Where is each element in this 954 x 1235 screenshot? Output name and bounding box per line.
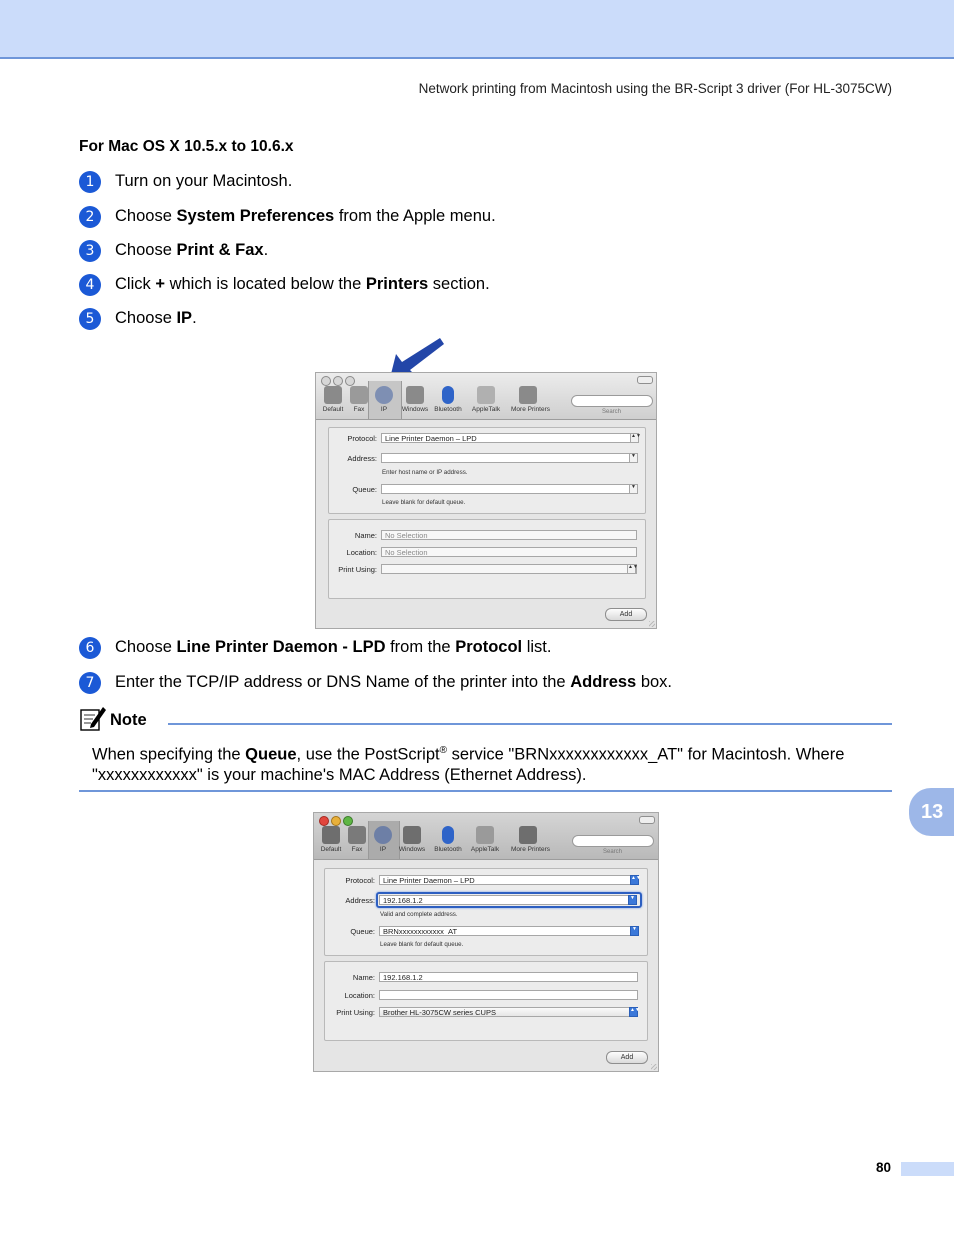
protocol-label: Protocol:	[345, 876, 375, 885]
toolbar-fax[interactable]: Fax	[340, 826, 374, 853]
print-using-select[interactable]: Brother HL-3075CW series CUPS	[379, 1007, 638, 1017]
step-text	[115, 673, 672, 692]
print-using-label: Print Using:	[338, 565, 377, 574]
printer-icon	[324, 386, 342, 404]
minimize-window-button[interactable]	[333, 376, 343, 386]
section-title: For Mac OS X 10.5.x to 10.6.x	[79, 138, 294, 155]
location-input[interactable]	[379, 990, 638, 1000]
step-text-emphasis: Protocol	[455, 638, 523, 656]
add-button[interactable]: Add	[606, 1051, 648, 1064]
globe-icon	[375, 386, 393, 404]
windows-printer-icon	[403, 826, 421, 844]
search-input[interactable]	[571, 395, 653, 407]
resize-grip-icon[interactable]	[651, 1064, 657, 1070]
note-body: When specifying the Queue, use the PostScript® service "BRNxxxxxxxxxxxx_AT" for Macintosh. Where "xxxxxxxxxxxx" is your machine's MAC Address (Ethernet Address).	[92, 745, 845, 784]
step-text-emphasis: Printers	[365, 275, 429, 293]
toolbar-default[interactable]: Default	[314, 826, 348, 853]
queue-label: Queue:	[350, 927, 375, 936]
step-number-badge: 4	[79, 274, 101, 296]
toolbar-bluetooth[interactable]: Bluetooth	[431, 826, 465, 853]
step-text-run: box.	[636, 673, 673, 691]
header-band	[0, 0, 954, 59]
printer-icon	[322, 826, 340, 844]
step-text-run: .	[263, 241, 269, 259]
printer-icon	[519, 386, 537, 404]
appletalk-arrows-icon	[476, 826, 494, 844]
connection-group	[328, 427, 646, 514]
step-text	[115, 638, 551, 657]
step-text-emphasis: Line Printer Daemon - LPD	[176, 638, 386, 656]
zoom-window-button[interactable]	[345, 376, 355, 386]
queue-label: Queue:	[352, 485, 377, 494]
printer-info-group	[328, 519, 646, 599]
page-number: 80	[876, 1160, 892, 1175]
step-number-badge: 7	[79, 672, 101, 694]
print-using-stepper-icon: ▲▼	[627, 564, 636, 574]
add-button[interactable]: Add	[605, 608, 647, 621]
chapter-tab: 13	[909, 788, 954, 836]
toolbar-toggle-button[interactable]	[639, 816, 655, 824]
queue-input[interactable]: BRNxxxxxxxxxxxx_AT	[379, 926, 639, 936]
bluetooth-icon	[442, 386, 454, 404]
running-head: Network printing from Macintosh using the BR-Script 3 driver (For HL-3075CW)	[418, 81, 892, 96]
queue-dropdown-icon: ▼	[630, 926, 639, 936]
step-text-run: .	[192, 309, 197, 327]
step-text-run: Choose	[115, 309, 177, 327]
search-label: Search	[603, 849, 623, 855]
toolbar-more-printers[interactable]: More Printers	[511, 386, 545, 413]
step-text-run: Choose	[115, 638, 177, 656]
toolbar-bluetooth[interactable]: Bluetooth	[431, 386, 465, 413]
address-hint: Enter host name or IP address.	[382, 469, 468, 476]
protocol-label: Protocol:	[347, 434, 377, 443]
fax-icon	[350, 386, 368, 404]
note-pencil-icon	[79, 704, 107, 732]
toolbar-appletalk[interactable]: AppleTalk	[468, 826, 502, 853]
name-label: Name:	[354, 531, 377, 540]
address-dropdown-icon: ▼	[629, 453, 638, 463]
resize-grip-icon[interactable]	[649, 621, 655, 627]
location-input[interactable]: No Selection	[381, 547, 637, 557]
printer-info-group	[324, 961, 648, 1041]
fax-icon	[348, 826, 366, 844]
toolbar-ip[interactable]: IP	[366, 826, 400, 853]
footer-bar	[901, 1162, 954, 1176]
step-text-emphasis: IP	[176, 309, 193, 327]
location-label: Location:	[346, 548, 377, 557]
step-number-badge: 6	[79, 637, 101, 659]
zoom-window-button[interactable]	[343, 816, 353, 826]
printer-icon	[519, 826, 537, 844]
note-divider-bottom	[79, 790, 892, 792]
address-label: Address:	[345, 896, 375, 905]
window-toolbar	[316, 373, 656, 420]
location-label: Location:	[344, 991, 375, 1000]
toolbar-more-printers[interactable]: More Printers	[511, 826, 545, 853]
printer-browser-window-filled	[313, 812, 659, 1072]
step-text-run: Enter the TCP/IP address or DNS Name of the printer into the	[115, 673, 571, 691]
step-text	[115, 172, 292, 191]
print-using-label: Print Using:	[336, 1008, 375, 1017]
step-text-run: Choose	[115, 207, 177, 225]
name-label: Name:	[352, 973, 375, 982]
step-text-emphasis: +	[155, 275, 165, 293]
toolbar-toggle-button[interactable]	[637, 376, 653, 384]
queue-hint: Leave blank for default queue.	[380, 941, 464, 948]
step-number-badge: 2	[79, 206, 101, 228]
globe-icon	[374, 826, 392, 844]
toolbar-fax[interactable]: Fax	[342, 386, 376, 413]
step-text-run: Choose	[115, 241, 177, 259]
step-number-badge: 5	[79, 308, 101, 330]
search-label: Search	[602, 409, 622, 415]
name-input[interactable]: No Selection	[381, 530, 637, 540]
print-using-select[interactable]	[381, 564, 637, 574]
address-input[interactable]	[381, 453, 638, 463]
toolbar-default[interactable]: Default	[316, 386, 350, 413]
step-text-run: which is located below the	[164, 275, 366, 293]
protocol-select[interactable]: Line Printer Daemon – LPD	[381, 433, 638, 443]
step-text-run: Turn on your Macintosh.	[115, 172, 293, 190]
note-label: Note	[110, 711, 147, 729]
search-input[interactable]	[572, 835, 654, 847]
appletalk-arrows-icon	[477, 386, 495, 404]
name-input[interactable]: 192.168.1.2	[379, 972, 638, 982]
step-text	[115, 207, 496, 226]
note-divider-top	[168, 723, 892, 725]
windows-printer-icon	[406, 386, 424, 404]
protocol-stepper-icon: ▲▼	[630, 433, 639, 443]
close-window-button[interactable]	[321, 376, 331, 386]
close-window-button[interactable]	[319, 816, 329, 826]
step-text-emphasis: Print & Fax	[176, 241, 264, 259]
step-text-run: section.	[428, 275, 490, 293]
step-text	[115, 275, 490, 294]
address-label: Address:	[347, 454, 377, 463]
toolbar-windows[interactable]: Windows	[395, 826, 429, 853]
queue-hint: Leave blank for default queue.	[382, 499, 466, 506]
step-text-run: from the Apple menu.	[334, 207, 496, 225]
toolbar-ip[interactable]: IP	[367, 386, 401, 413]
address-dropdown-icon: ▼	[628, 895, 637, 905]
queue-input[interactable]	[381, 484, 638, 494]
printer-browser-window	[315, 372, 657, 629]
toolbar-windows[interactable]: Windows	[398, 386, 432, 413]
step-number-badge: 1	[79, 171, 101, 193]
step-text	[115, 241, 268, 260]
queue-dropdown-icon: ▼	[629, 484, 638, 494]
protocol-select[interactable]: Line Printer Daemon – LPD	[379, 875, 639, 885]
step-text-emphasis: Address	[570, 673, 637, 691]
step-text-run: from the	[385, 638, 456, 656]
step-text	[115, 309, 197, 328]
window-toolbar	[314, 813, 658, 860]
minimize-window-button[interactable]	[331, 816, 341, 826]
connection-group	[324, 868, 648, 956]
bluetooth-icon	[442, 826, 454, 844]
step-number-badge: 3	[79, 240, 101, 262]
toolbar-appletalk[interactable]: AppleTalk	[469, 386, 503, 413]
print-using-stepper-icon: ▲▼	[629, 1007, 638, 1017]
protocol-stepper-icon: ▲▼	[630, 875, 639, 885]
step-text-run: list.	[522, 638, 552, 656]
step-text-run: Click	[115, 275, 156, 293]
address-hint: Valid and complete address.	[380, 911, 458, 918]
step-text-emphasis: System Preferences	[176, 207, 335, 225]
address-input[interactable]: 192.168.1.2	[379, 895, 637, 905]
